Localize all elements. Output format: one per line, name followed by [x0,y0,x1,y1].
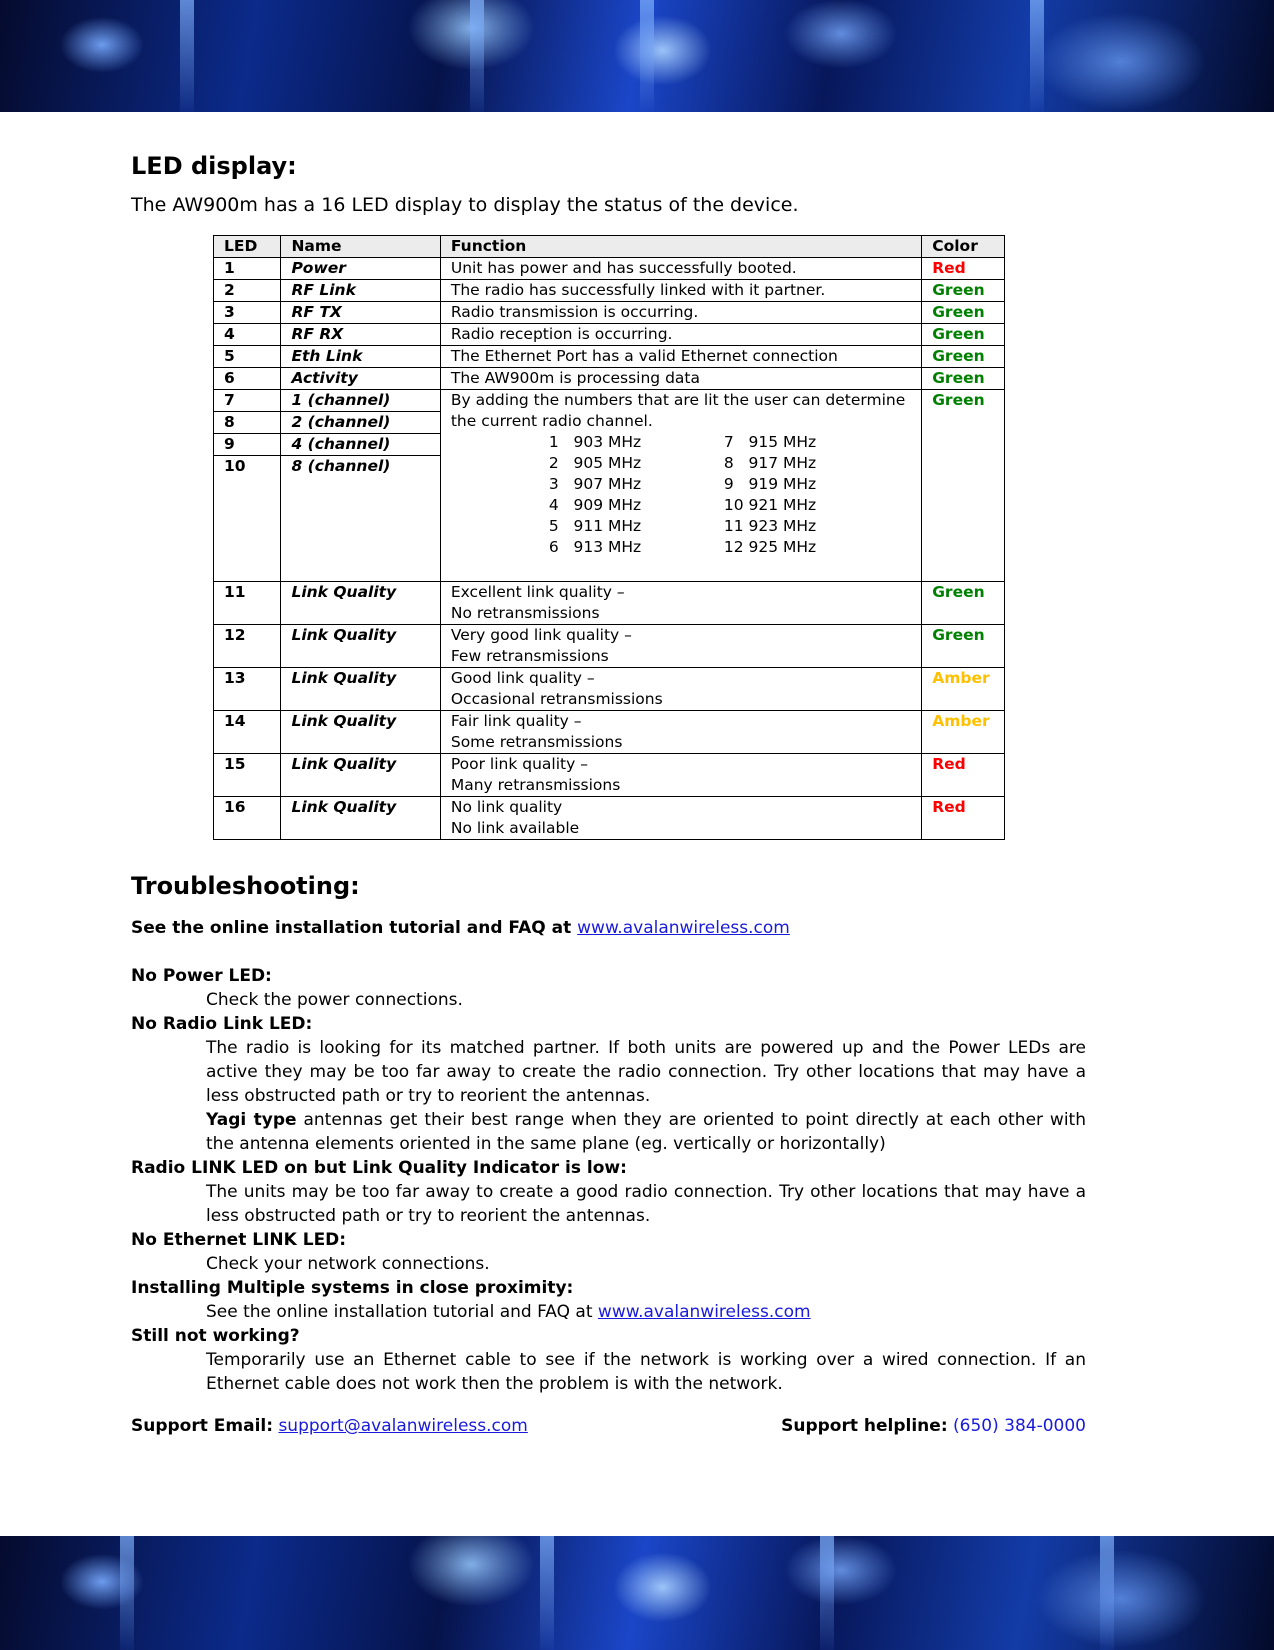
function-line: No retransmissions [450,604,600,622]
led-name: RF RX [281,324,440,346]
header-function: Function [440,236,921,258]
support-email-label: Support Email: [131,1416,274,1436]
led-color: Green [922,582,1005,625]
issue-answer-yagi [206,1108,1086,1156]
led-display-intro: The AW900m has a 16 LED display to display the status of the device. [131,194,799,216]
function-line: Fair link quality – [450,712,582,730]
led-table [213,235,1005,840]
faq-link[interactable]: www.avalanwireless.com [597,1302,811,1322]
channel-frequency-list [549,432,911,558]
led-function: The Ethernet Port has a valid Ethernet connection [440,346,921,368]
issue-answer: Check your network connections. [206,1254,490,1274]
header-color: Color [922,236,1005,258]
led-function [440,582,921,625]
table-row [214,346,1005,368]
table-row [214,324,1005,346]
function-line: Excellent link quality – [450,583,625,601]
led-color: Amber [922,668,1005,711]
table-row [214,668,1005,711]
led-number: 8 [214,412,281,434]
support-contact [131,1414,1086,1438]
led-number: 4 [214,324,281,346]
table-row [214,754,1005,797]
function-line: Few retransmissions [450,647,609,665]
table-row [214,390,1005,412]
banner-light-streak [180,0,194,112]
banner-light-streak [820,1536,834,1650]
banner-light-streak [540,1536,554,1650]
led-function [440,668,921,711]
led-color: Green [922,280,1005,302]
led-name: Eth Link [281,346,440,368]
banner-light-streak [1030,0,1044,112]
led-function [440,625,921,668]
function-line: Many retransmissions [450,776,621,794]
support-phone-block [781,1414,1086,1438]
led-number: 15 [214,754,281,797]
led-name: 4 (channel) [281,434,440,456]
led-function [440,797,921,840]
issue-answer: The units may be too far away to create a good radio connection. Try other locations that may have a less obstructed path or try to reorient the antennas. [206,1182,1086,1226]
troubleshooting-section [131,870,1086,1438]
led-number: 14 [214,711,281,754]
led-name: Link Quality [281,625,440,668]
led-name: RF Link [281,280,440,302]
led-number: 9 [214,434,281,456]
troubleshooting-list [131,964,1086,1396]
led-number: 7 [214,390,281,412]
function-line: No link quality [450,798,563,816]
function-line: Very good link quality – [450,626,632,644]
led-name: Power [281,258,440,280]
channel-frequency: 4 909 MHz [548,496,642,514]
header-name: Name [281,236,440,258]
issue-answer-text: See the online installation tutorial and FAQ at [206,1302,593,1322]
channel-frequency: 11 923 MHz [723,517,817,535]
led-color: Green [922,625,1005,668]
led-display-heading: LED display: [131,152,297,180]
function-line: Good link quality – [450,669,595,687]
channel-frequency: 9 919 MHz [723,475,817,493]
support-phone-label: Support helpline: [781,1416,948,1436]
channel-function-cell [440,390,921,582]
banner-light-streak [1100,1536,1114,1650]
led-number: 6 [214,368,281,390]
led-name: Link Quality [281,711,440,754]
led-color: Green [922,302,1005,324]
led-name: Link Quality [281,668,440,711]
led-color: Red [922,754,1005,797]
led-name: 1 (channel) [281,390,440,412]
channel-frequency: 2 905 MHz [548,454,642,472]
support-phone: (650) 384-0000 [953,1416,1086,1436]
table-row [214,711,1005,754]
channel-frequency: 10 921 MHz [723,496,817,514]
banner-light-streak [470,0,484,112]
led-number: 16 [214,797,281,840]
led-color: Red [922,797,1005,840]
channel-frequency: 1 903 MHz [548,433,642,451]
table-row [214,280,1005,302]
led-name: RF TX [281,302,440,324]
channel-frequency: 3 907 MHz [548,475,642,493]
led-name: Activity [281,368,440,390]
led-function: Radio transmission is occurring. [440,302,921,324]
table-row [214,582,1005,625]
led-color: Green [922,390,1005,582]
led-number: 5 [214,346,281,368]
led-color: Green [922,368,1005,390]
issue-title: No Ethernet LINK LED: [131,1230,347,1250]
function-line: Poor link quality – [450,755,588,773]
table-row [214,625,1005,668]
channel-frequency: 6 913 MHz [548,538,642,556]
faq-link[interactable]: www.avalanwireless.com [577,918,790,938]
yagi-type-text: antennas get their best range when they are oriented to point directly at each other with the antenna elements oriented in the same plane (eg. vertically or horizontally) [206,1110,1087,1154]
issue-answer: Check the power connections. [206,990,463,1010]
led-number: 10 [214,456,281,582]
page-content [131,150,1087,1436]
led-number: 13 [214,668,281,711]
led-table-header [214,236,1005,258]
led-name: 8 (channel) [281,456,440,582]
function-line: Some retransmissions [450,733,623,751]
led-color: Green [922,324,1005,346]
led-name: Link Quality [281,582,440,625]
issue-answer: Temporarily use an Ethernet cable to see if the network is working over a wired connection. If an Ethernet cable does not work then the problem is with the network. [206,1350,1086,1394]
led-function [440,711,921,754]
header-led: LED [214,236,281,258]
footer-banner [0,1536,1274,1650]
issue-title: Radio LINK LED on but Link Quality Indicator is low: [131,1158,627,1178]
led-number: 11 [214,582,281,625]
banner-light-streak [640,0,654,112]
led-function: Radio reception is occurring. [440,324,921,346]
led-function [440,754,921,797]
led-table-body [214,258,1005,840]
channel-function-text: By adding the numbers that are lit the user can determine the current radio channel. [450,391,906,430]
channel-frequency: 7 915 MHz [723,433,817,451]
issue-title: No Power LED: [131,966,272,986]
support-email-link[interactable]: support@avalanwireless.com [278,1416,528,1436]
issue-title: Installing Multiple systems in close proximity: [131,1278,574,1298]
table-row [214,302,1005,324]
led-color: Green [922,346,1005,368]
led-name: 2 (channel) [281,412,440,434]
channel-frequency: 12 925 MHz [723,538,817,556]
led-number: 12 [214,625,281,668]
channel-frequency: 8 917 MHz [723,454,817,472]
table-row [214,797,1005,840]
led-function: Unit has power and has successfully booted. [440,258,921,280]
issue-title: No Radio Link LED: [131,1014,313,1034]
table-row [214,258,1005,280]
support-email-block [131,1414,528,1438]
function-line: Occasional retransmissions [450,690,663,708]
faq-reference-text: See the online installation tutorial and FAQ at [131,918,572,938]
led-number: 1 [214,258,281,280]
led-color: Amber [922,711,1005,754]
banner-light-streak [120,1536,134,1650]
led-function: The AW900m is processing data [440,368,921,390]
led-name: Link Quality [281,754,440,797]
table-row [214,368,1005,390]
faq-reference [131,916,1086,940]
led-function: The radio has successfully linked with it partner. [440,280,921,302]
led-number: 3 [214,302,281,324]
troubleshooting-heading: Troubleshooting: [131,872,360,900]
issue-answer: The radio is looking for its matched partner. If both units are powered up and the Power LEDs are active they may be too far away to create the radio connection. Try other locations that may have a less obstructed path or try to reorient the antennas. [206,1038,1086,1106]
issue-answer [206,1300,1086,1324]
led-color: Red [922,258,1005,280]
header-banner [0,0,1274,112]
yagi-type-label: Yagi type [206,1110,297,1130]
led-name: Link Quality [281,797,440,840]
function-line: No link available [450,819,580,837]
issue-title: Still not working? [131,1326,300,1346]
channel-frequency: 5 911 MHz [548,517,642,535]
led-number: 2 [214,280,281,302]
